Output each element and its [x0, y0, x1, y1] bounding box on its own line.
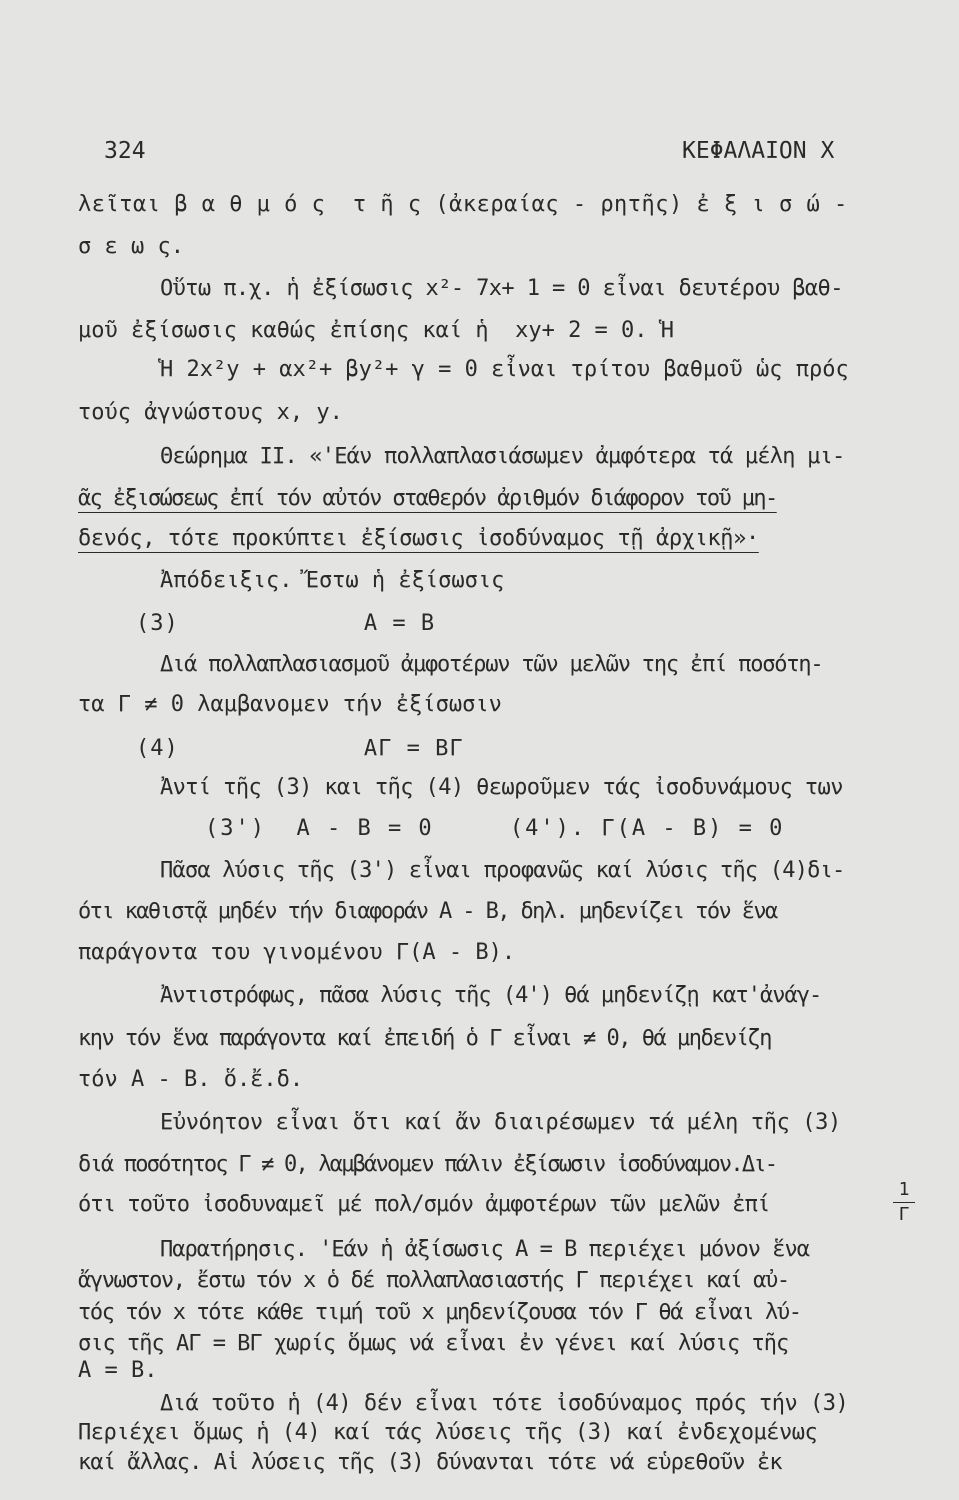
- theorem-line: Θεώρημα ΙΙ. «'Εάν πολλαπλασιάσωμεν ἀμφότερα τά μέλη μι-: [160, 444, 845, 469]
- text-line: Διά τοῦτο ἡ (4) δέν εἶναι τότε ἰσοδύναμος πρός τήν (3): [160, 1391, 849, 1416]
- text-line: A = B.: [78, 1358, 158, 1383]
- text-line: Ἀντιστρόφως, πᾶσα λύσις τῆς (4') θά μηδενίζῃ κατ'ἀνάγ-: [160, 983, 822, 1008]
- text-line: Εὐνόητον εἶναι ὅτι καί ἄν διαιρέσωμεν τά μέλη τῆς (3): [160, 1110, 841, 1135]
- text-line: τα Γ ≠ 0 λαμβανομεν τήν ἐξίσωσιν: [78, 692, 502, 717]
- fraction-numerator: 1: [898, 1179, 910, 1200]
- text-line: τός τόν x τότε κάθε τιμή τοῦ x μηδενίζουσα τόν Γ θά εἶναι λύ-: [78, 1300, 801, 1325]
- chapter-heading: ΚΕΦΑΛΑΙΟΝ Χ: [682, 138, 835, 164]
- text-line: Πᾶσα λύσις τῆς (3') εἶναι προφανῶς καί λύσις τῆς (4)δι-: [160, 858, 845, 883]
- theorem-line: δενός, τότε προκύπτει ἐξίσωσις ἰσοδύναμος τῇ ἀρχικῇ»·: [78, 526, 759, 551]
- text-line: σ ε ω ς.: [78, 234, 184, 259]
- page-number: 324: [104, 138, 146, 164]
- text-line: καί ἄλλας. Αἱ λύσεις τῆς (3) δύνανται τότε νά εὑρεθοῦν ἐκ: [78, 1450, 782, 1475]
- text-line: Περιέχει ὅμως ἡ (4) καί τάς λύσεις τῆς (3) καί ἐνδεχομένως: [78, 1420, 818, 1445]
- text-line: τόν A - B. ὅ.ἔ.δ.: [78, 1067, 304, 1092]
- equation-line: (3) A = B: [136, 611, 436, 636]
- text-line: κην τόν ἕνα παράγοντα καί ἐπειδή ὁ Γ εἶναι ≠ 0, θά μηδενίζη: [78, 1026, 771, 1051]
- text-line: Ἡ 2x²y + αx²+ βy²+ γ = 0 εἶναι τρίτου βαθμοῦ ὡς πρός: [160, 357, 849, 382]
- text-line: διά ποσότητος Γ ≠ 0, λαμβάνομεν πάλιν ἐξίσωσιν ἰσοδύναμον.Δι-: [78, 1152, 777, 1177]
- text-line: μοῦ ἐξίσωσις καθώς ἐπίσης καί ἡ xy+ 2 = 0. Ἡ: [78, 318, 675, 343]
- equation-line: (3') A - B = 0 (4'). Γ(A - B) = 0: [205, 816, 785, 841]
- text-line: τούς ἀγνώστους x, y.: [78, 400, 343, 425]
- text-line: Ἀπόδειξις. Ἔστω ἡ ἐξίσωσις: [160, 568, 505, 593]
- fraction-bar: [893, 1202, 915, 1203]
- theorem-line: ᾶς ἐξισώσεως ἐπί τόν αὐτόν σταθερόν ἀριθμόν διάφορον τοῦ μη-: [78, 486, 777, 511]
- remark-line: Παρατήρησις. 'Εάν ἡ ἀξίσωσις A = B περιέχει μόνον ἕνα: [160, 1237, 809, 1262]
- text-line: ότι καθιστᾷ μηδέν τήν διαφοράν A - B, δηλ. μηδενίζει τόν ἕνα: [78, 899, 777, 924]
- text-line: Οὕτω π.χ. ἡ ἐξίσωσις x²- 7x+ 1 = 0 εἶναι δευτέρου βαθ-: [160, 276, 843, 301]
- text-line: ἄγνωστον, ἔστω τόν x ὁ δέ πολλαπλασιαστής Γ περιέχει καί αὐ-: [78, 1268, 789, 1293]
- text-line: παράγοντα του γινομένου Γ(A - B).: [78, 940, 516, 965]
- text-line: σις τῆς ΑΓ = ΒΓ χωρίς ὅμως νά εἶναι ἐν γένει καί λύσις τῆς: [78, 1331, 789, 1356]
- text-line: Ἀντί τῆς (3) και τῆς (4) θεωροῦμεν τάς ἰσοδυνάμους των: [160, 775, 843, 800]
- equation-line: (4) ΑΓ = ΒΓ: [136, 736, 464, 761]
- text-line: λεῖται β α θ μ ό ς τ ῆ ς (ἀκεραίας - ρητῆς) ἐ ξ ι σ ώ -: [78, 192, 848, 217]
- fraction-denominator: Γ: [898, 1204, 910, 1225]
- text-line: ότι τοῦτο ἰσοδυναμεῖ μέ πολ/σμόν ἀμφοτέρων τῶν μελῶν ἐπί: [78, 1192, 770, 1217]
- text-line: Διά πολλαπλασιασμοῦ ἀμφοτέρων τῶν μελῶν της ἐπί ποσότη-: [160, 652, 823, 677]
